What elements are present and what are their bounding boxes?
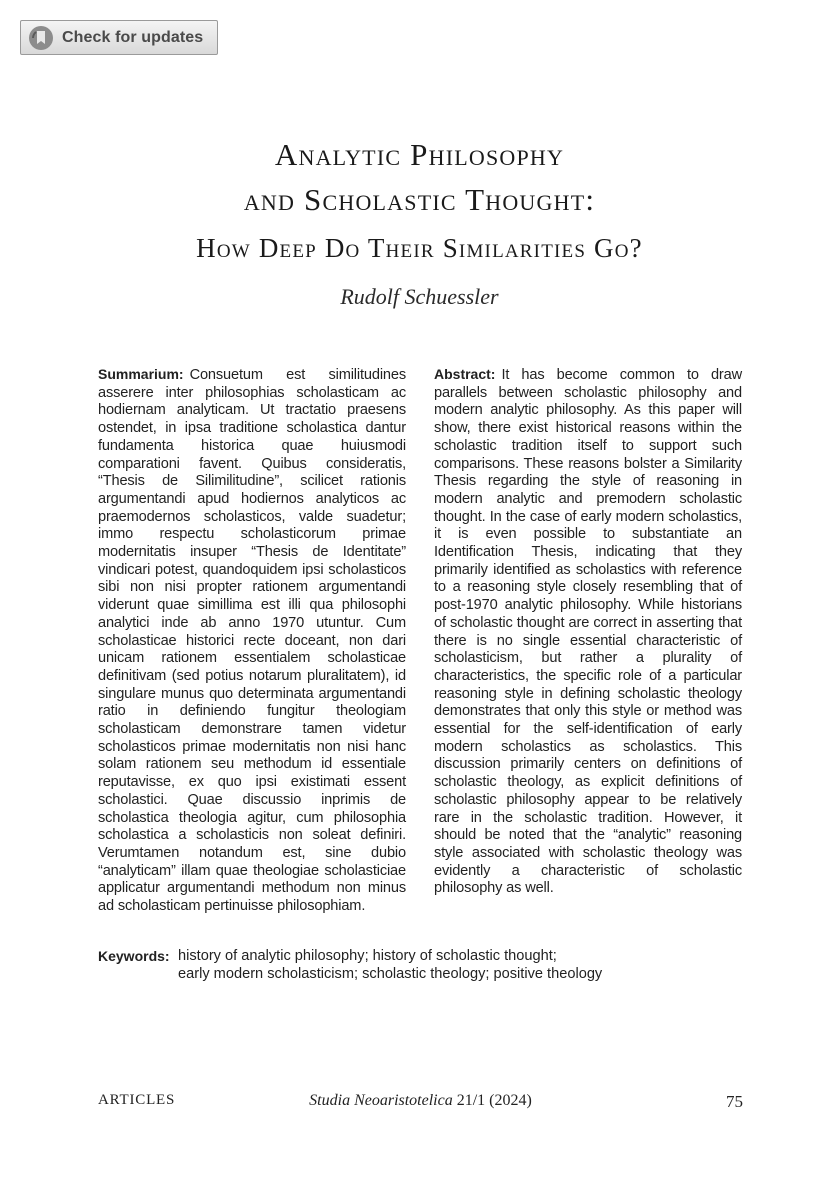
- article-title: [0, 132, 839, 268]
- keywords-line-1: history of analytic philosophy; history of scholastic thought;: [178, 948, 557, 964]
- keywords-line-2: early modern scholasticism; scholastic theology; positive theology: [178, 966, 603, 982]
- abstract-column: [434, 366, 742, 898]
- author-name: Rudolf Schuessler: [340, 284, 499, 309]
- check-for-updates-label: Check for updates: [62, 28, 204, 46]
- check-for-updates-button[interactable]: [20, 20, 218, 55]
- page-number: 75: [726, 1092, 743, 1111]
- summarium-text: Consuetum est similitudines asserere inter philosophias scholasticam ac hodiernam analyticam. Ut tractatio praesens ostendet, in ipsa traditione scholastica dantur fundamenta historica quae huiusmodi comparationi favent. Quibus consideratis, “Thesis de Silimilitudine”, scilicet rationis argumentandi apud hodiernos analyticos ac praemodernos scholasticos, valde suadetur; immo respectu scholasticorum primae modernitatis insuper “Thesis de Identitate” vindicari potest, quandoquidem ipsi scholasticos sibi non nisi propter rationem argumentandi viderunt quae simillima est illi qua philosophi analytici inde ab anno 1970 utuntur. Cum scholasticae historici recte doceant, non dari unicam rationem essentialem scholasticae definitivam (sed potius notarum pluralitatem), id singulare munus quo determinata argumentandi ratio in definiendo fungitur theologiam scholasticam demonstrare tamen videtur scholasticos primae modernitatis non nisi hanc solam rationem seu methodum id essentiale reputavisse, ex quo ipsi existimati essent scholastici. Quae discussio inprimis de scholastica theologia agitur, cum philosophia scholastica a scholasticis non soleat definiri. Verumtamen notandum est, sine dubio “analyticam” illam quae theologiae scholasticiae applicatur argumentandi methodum non minus ad scholasticam pertinuisse philosophiam.: [98, 367, 406, 915]
- title-line-1: Analytic Philosophy: [274, 137, 565, 172]
- abstract-text: It has become common to draw parallels between scholastic philosophy and modern analytic philosophy. As this paper will show, there exist historical reasons within the scholastic tradition itself to support such comparisons. These reasons bolster a Similarity Thesis regarding the style of reasoning in modern analytic and premodern scholastic thought. In the case of early modern scholastics, it is even possible to substantiate an Identification Thesis, indicating that they primarily identified as scholastics with reference to a reasoning style closely resembling that of post-1970 analytic philosophy. While historians of scholastic thought are correct in asserting that there is no single essential characteristic of scholasticism, but rather a plurality of characteristics, the specific role of a particular reasoning style in defining scholastic theology demonstrates that only this style or method was essential for the self-identification of early modern scholastics as scholastics. This discussion primarily centers on definitions of scholastic theology, as explicit definitions of scholastic philosophy appear to be relatively rare in the scholastic tradition. However, it should be noted that the “analytic” reasoning style associated with scholastic theology was evidently a characteristic of scholastic philosophy as well.: [434, 367, 742, 897]
- page-footer: [98, 1092, 743, 1114]
- journal-issue: 21/1 (2024): [452, 1092, 532, 1109]
- keywords-label: Keywords:: [98, 948, 170, 964]
- keywords-block: [98, 947, 748, 983]
- abstract-label: Abstract:: [434, 366, 496, 382]
- keywords-text: [178, 947, 748, 983]
- summarium-label: Summarium:: [98, 366, 184, 382]
- summarium-column: [98, 366, 406, 916]
- footer-section-label: ARTICLES: [98, 1092, 176, 1108]
- footer-journal: [98, 1092, 743, 1110]
- article-subtitle: How Deep Do Their Similarities Go?: [196, 233, 643, 263]
- journal-name: Studia Neoaristotelica: [309, 1092, 453, 1109]
- bookmark-refresh-icon: [28, 25, 54, 51]
- title-line-2: and Scholastic Thought:: [243, 182, 596, 217]
